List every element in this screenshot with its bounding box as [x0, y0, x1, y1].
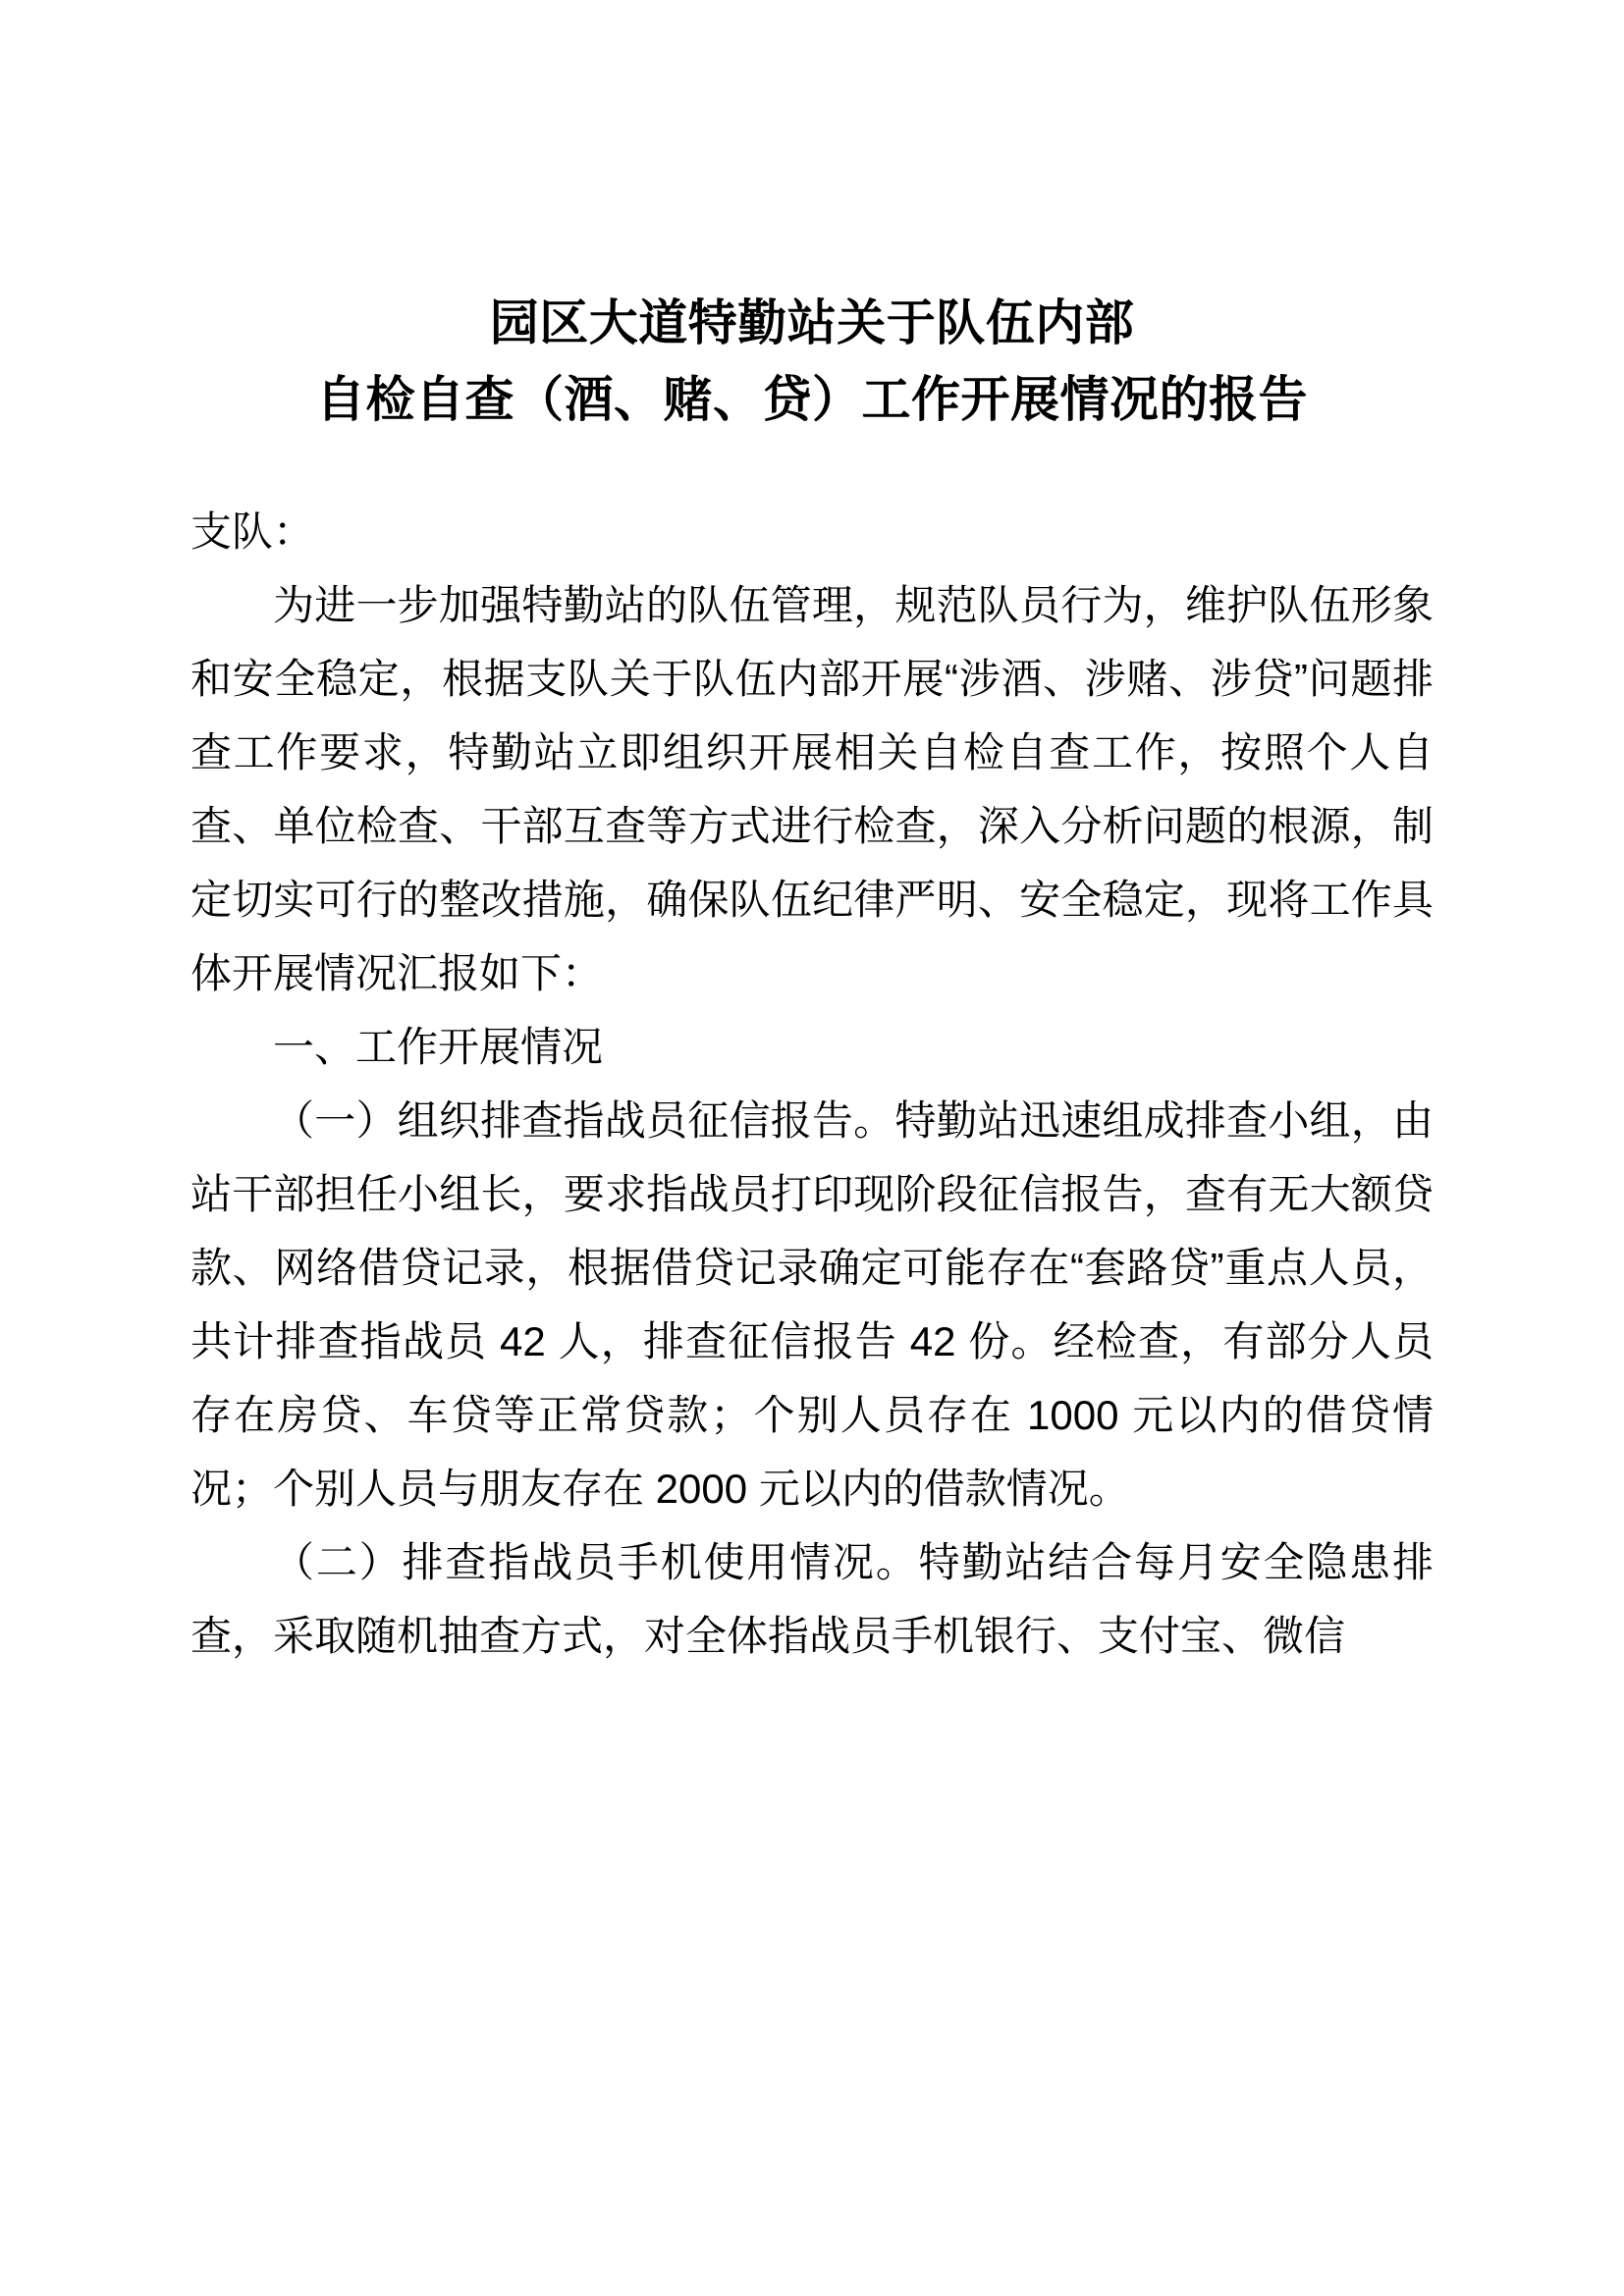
- document-title: [190, 0, 1434, 438]
- paragraph-item-two: （二）排查指战员手机使用情况。特勤站结合每月安全隐患排查，采取随机抽查方式，对全体指战员手机银行、支付宝、微信: [190, 1539, 1434, 1659]
- paragraph-item-one: （一）组织排查指战员征信报告。特勤站迅速组成排查小组，由站干部担任小组长，要求指战员打印现阶段征信报告，查有无大额贷款、网络借贷记录，根据借贷记录确定可能存在“套路贷”重点人员，共计排查指战员 42 人，排查征信报告 42 份。经检查，有部分人员存在房贷、车贷等正常贷款；个别人员存在 1000 元以内的借贷情况；个别人员与朋友存在 2000 元以内的借款情况。: [190, 1097, 1434, 1512]
- document-title-line-1: 园区大道特勤站关于队伍内部: [489, 295, 1135, 350]
- heading-section-one: 一、工作开展情况: [273, 1024, 604, 1070]
- document-title-line-2: 自检自查（酒、赌、贷）工作开展情况的报告: [316, 372, 1308, 427]
- salutation: 支队：: [190, 508, 315, 555]
- paragraph-intro: 为进一步加强特勤站的队伍管理，规范队员行为，维护队伍形象和安全稳定，根据支队关于队伍内部开展“涉酒、涉赌、涉贷”问题排查工作要求，特勤站立即组织开展相关自检自查工作，按照个人自查、单位检查、干部互查等方式进行检查，深入分析问题的根源，制定切实可行的整改措施，确保队伍纪律严明、安全稳定，现将工作具体开展情况汇报如下：: [190, 582, 1434, 996]
- document-body: [190, 495, 1434, 1673]
